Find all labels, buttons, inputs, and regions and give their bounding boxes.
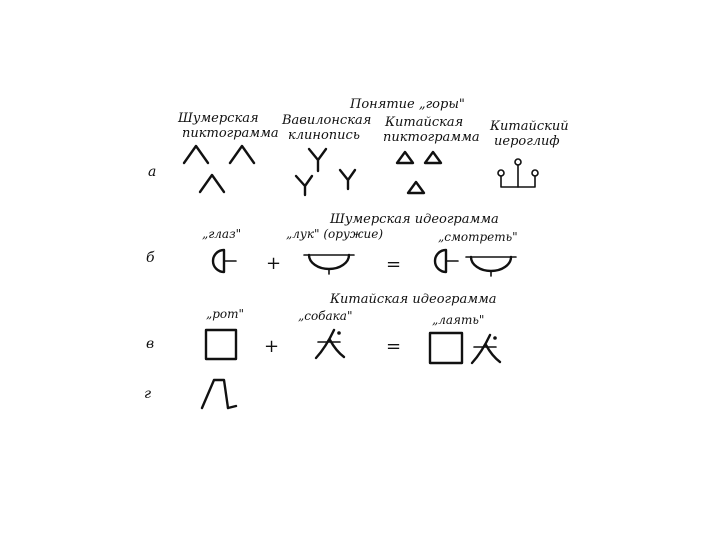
equals-operator-1: =	[386, 254, 402, 275]
column-header-chinese-hier-line1: Китайский	[490, 119, 569, 134]
label-look: „смотреть"	[438, 230, 518, 244]
hieratic-sign	[202, 380, 236, 408]
column-header-chinese-hieroglyph	[489, 119, 569, 149]
dog-sign	[316, 330, 344, 358]
row-label-b: б	[146, 250, 155, 266]
diagram-title: Понятие „горы"	[350, 97, 465, 112]
label-bow: „лук" (оружие)	[286, 227, 384, 241]
chinese-ideogram-title: Китайская идеограмма	[330, 292, 497, 307]
column-header-chinese-pict-line2: пиктограмма	[383, 130, 480, 145]
column-header-babylonian-cuneiform	[281, 113, 371, 143]
column-header-chinese-pictogram	[383, 115, 480, 145]
column-header-babylonian-line1: Вавилонская	[282, 113, 372, 128]
plus-operator-2: +	[264, 336, 280, 357]
babylonian-mountain-cuneiform	[296, 149, 355, 195]
row-label-g: г	[144, 386, 152, 402]
column-header-sumerian-line1: Шумерская	[178, 111, 259, 126]
bow-sign	[304, 255, 354, 274]
label-mouth: „рот"	[206, 307, 245, 321]
column-header-chinese-hier-line2: иероглиф	[494, 134, 560, 149]
look-sign	[435, 250, 516, 276]
chinese-mountain-hieroglyph	[498, 159, 538, 187]
sumerian-mountain-pictogram	[184, 146, 254, 192]
plus-operator-1: +	[266, 253, 282, 274]
column-header-sumerian-line2: пиктограмма	[182, 126, 279, 141]
row-label-v: в	[146, 336, 155, 352]
column-header-babylonian-line2: клинопись	[288, 128, 360, 143]
label-bark: „лаять"	[432, 313, 485, 327]
column-header-sumerian-pictogram	[177, 111, 279, 141]
chinese-mountain-pictogram	[397, 152, 441, 193]
eye-sign	[213, 250, 236, 272]
label-dog: „собака"	[298, 309, 353, 323]
column-header-chinese-pict-line1: Китайская	[385, 115, 464, 130]
row-label-a: а	[148, 164, 157, 180]
label-eye: „глаз"	[202, 227, 242, 241]
mouth-sign	[206, 330, 236, 359]
bark-sign	[430, 333, 500, 363]
sumerian-ideogram-title: Шумерская идеограмма	[330, 212, 499, 227]
equals-operator-2: =	[386, 336, 402, 357]
